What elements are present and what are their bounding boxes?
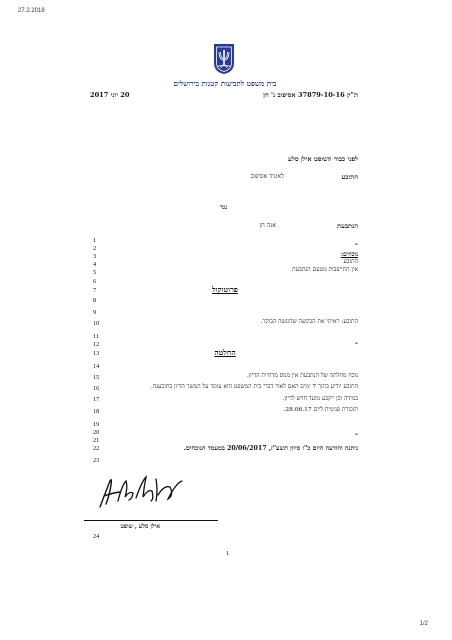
line-number: 13 [93, 350, 100, 357]
page-count: 1/2 [419, 621, 428, 627]
decision-line: תזכורת פנימית ליום 28.06.17. [283, 407, 358, 413]
case-number: ת"ק 37879-10-16 אסיפוב נ' חן [263, 91, 358, 99]
section-dash: – [354, 430, 358, 438]
line-number: 15 [93, 374, 100, 381]
signature-line [84, 520, 218, 521]
line-number: 23 [93, 457, 100, 464]
court-name: בית משפט לתביעות קטנות בירושלים [173, 79, 277, 88]
handwritten-signature [96, 471, 186, 515]
protocol-statement: התובע: ראיתי את הבקשה שהוגשה הבוקר. [260, 319, 358, 325]
line-number: 5 [93, 269, 97, 276]
defendant-label: הנתבעת [337, 222, 358, 230]
protocol-title: פרוטוקול [212, 285, 238, 294]
plaintiff-label: התובע [341, 173, 358, 181]
attendance-line: אין התייצבות מטעם הנתבעת [291, 267, 358, 273]
line-number: 10 [93, 320, 100, 327]
page-number: 1 [226, 550, 230, 557]
line-number: 7 [93, 287, 97, 294]
line-number: 4 [93, 261, 97, 268]
decision-line: במידה וכן ייקבע מועד חדש לדיון. [282, 396, 358, 402]
line-number: 3 [93, 253, 97, 260]
decision-line: התובע יודיע בתוך 7 ימים האם לאור דברי בית המשפט הוא עומד על המשך הדיון בתובענה. [150, 384, 358, 390]
line-number: 17 [93, 396, 100, 403]
signature-name: אילן סלע , שופט [120, 523, 160, 530]
attendance-title: נוכחים: [340, 251, 358, 258]
decision-line: נוכח מחלתה של הנתבעת אין מנוס מדחיית הדיון. [246, 373, 358, 379]
closing-statement: ניתנה והודעה היום כ"ו סיוון תשע"ז, 20/06/2017 במעמד הנוכחים. [183, 445, 358, 452]
section-dash: – [354, 240, 358, 248]
line-number: 14 [93, 363, 100, 370]
line-number: 24 [93, 533, 100, 540]
line-number: 6 [93, 278, 97, 285]
line-number: 12 [93, 341, 100, 348]
judge-line: לפני כבוד השופט אילן סלע [288, 155, 358, 163]
line-number: 19 [93, 421, 100, 428]
line-number: 16 [93, 385, 100, 392]
line-number: 9 [93, 309, 97, 316]
line-number: 8 [93, 297, 97, 304]
state-emblem-icon [212, 43, 236, 75]
versus-label: נגד [219, 204, 227, 211]
line-number: 2 [93, 245, 97, 252]
line-number: 21 [93, 437, 100, 444]
line-number: 22 [93, 445, 100, 452]
attendance-line: התובע [343, 259, 358, 265]
line-number: 1 [93, 237, 97, 244]
plaintiff-name: לאוניד אסיפוב [250, 173, 284, 180]
case-date: 20 יוני 2017 [90, 91, 130, 99]
section-dash: – [354, 339, 358, 347]
line-number: 20 [93, 429, 100, 436]
decision-title: החלטה [214, 348, 236, 357]
line-number: 18 [93, 408, 100, 415]
line-number: 11 [93, 333, 100, 340]
print-date: 27.2.2018 [18, 8, 45, 14]
defendant-name: אנה חן [259, 222, 276, 229]
